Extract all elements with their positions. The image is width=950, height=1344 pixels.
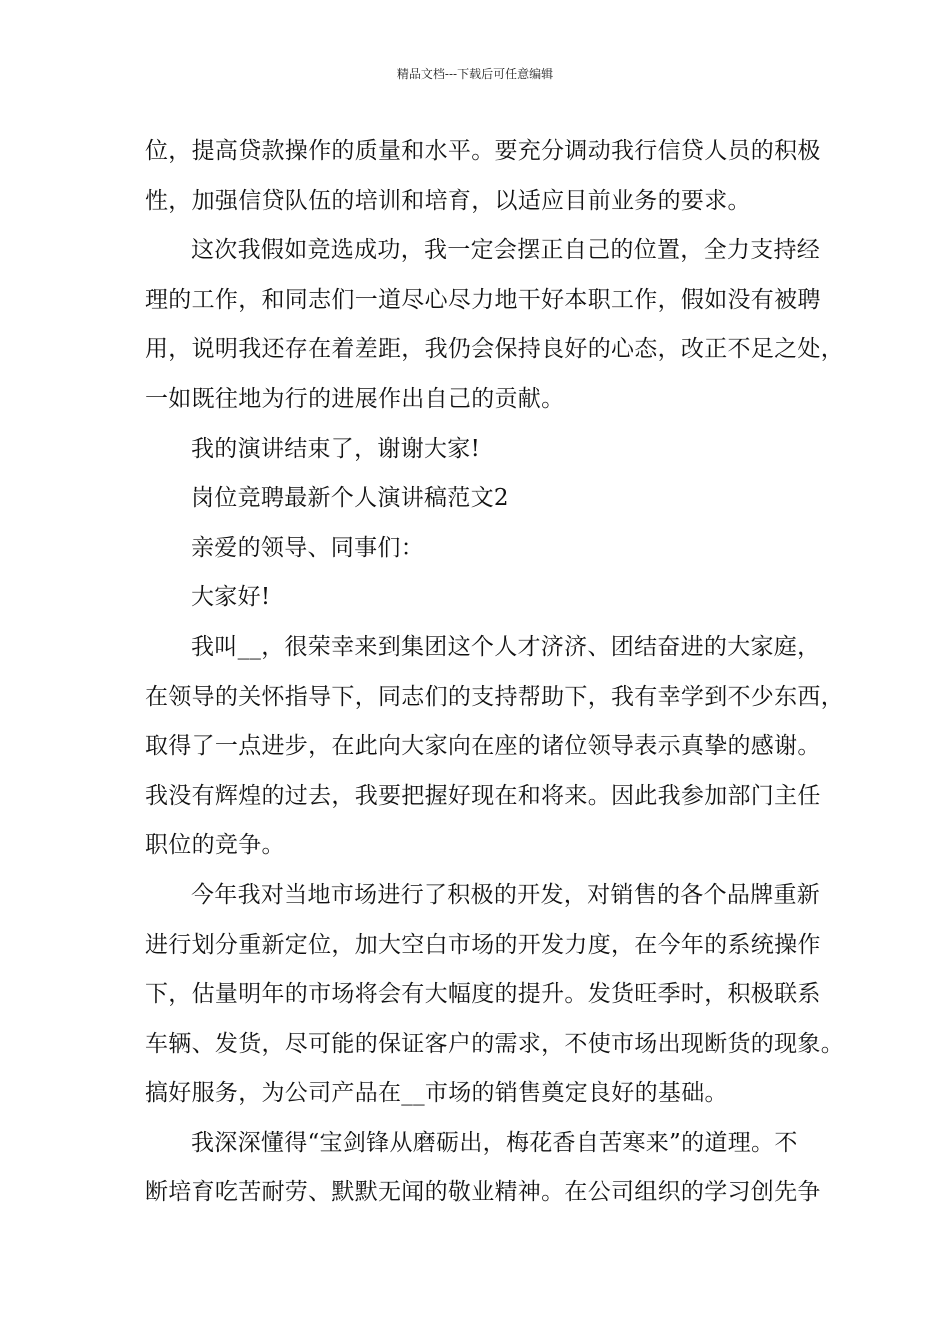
- text-line: 理的工作，和同志们一道尽心尽力地干好本职工作，假如没有被聘: [145, 286, 821, 313]
- text-line: 位，提高贷款操作的质量和水平。要充分调动我行信贷人员的积极: [145, 138, 821, 164]
- section-title: 岗位竞聘最新个人演讲稿范文2: [191, 485, 509, 512]
- text-line: 车辆、发货，尽可能的保证客户的需求，不使市场出现断货的现象。: [145, 1030, 844, 1057]
- text-line: 职位的竞争。: [145, 832, 285, 859]
- paragraph-start-line: 今年我对当地市场进行了积极的开发，对销售的各个品牌重新: [191, 881, 821, 908]
- paragraph-start-line: 这次我假如竞选成功，我一定会摆正自己的位置，全力支持经: [191, 237, 821, 264]
- text-line: 下，估量明年的市场将会有大幅度的提升。发货旺季时，积极联系: [145, 981, 821, 1008]
- document-body: [145, 127, 844, 1218]
- paragraph-start-line: 我叫__，很荣幸来到集团这个人才济济、团结奋进的大家庭，: [191, 633, 821, 660]
- text-line: 断培育吃苦耐劳、默默无闻的敬业精神。在公司组织的学习创先争: [145, 1179, 821, 1206]
- page-header: 精品文档---下载后可任意编辑: [396, 67, 554, 81]
- text-line: 我没有辉煌的过去，我要把握好现在和将来。因此我参加部门主任: [145, 782, 821, 809]
- text-line: 搞好服务，为公司产品在__市场的销售奠定良好的基础。: [145, 1080, 728, 1107]
- closing-line: 我的演讲结束了，谢谢大家!: [191, 435, 481, 462]
- text-line: 在领导的关怀指导下，同志们的支持帮助下，我有幸学到不少东西，: [145, 683, 844, 710]
- text-line: 取得了一点进步，在此向大家向在座的诸位领导表示真挚的感谢。: [145, 733, 821, 760]
- text-line: 用，说明我还存在着差距，我仍会保持良好的心态，改正不足之处，: [145, 336, 844, 363]
- greeting: 大家好!: [191, 584, 271, 611]
- text-line: 进行划分重新定位，加大空白市场的开发力度，在今年的系统操作: [145, 931, 821, 958]
- text-line: 一如既往地为行的进展作出自己的贡献。: [145, 385, 565, 412]
- text-line: 性，加强信贷队伍的培训和培育，以适应目前业务的要求。: [145, 187, 751, 214]
- paragraph-start-line: 我深深懂得“宝剑锋从磨砺出，梅花香自苦寒来”的道理。不: [191, 1129, 798, 1156]
- salutation: 亲爱的领导、同事们：: [191, 534, 424, 561]
